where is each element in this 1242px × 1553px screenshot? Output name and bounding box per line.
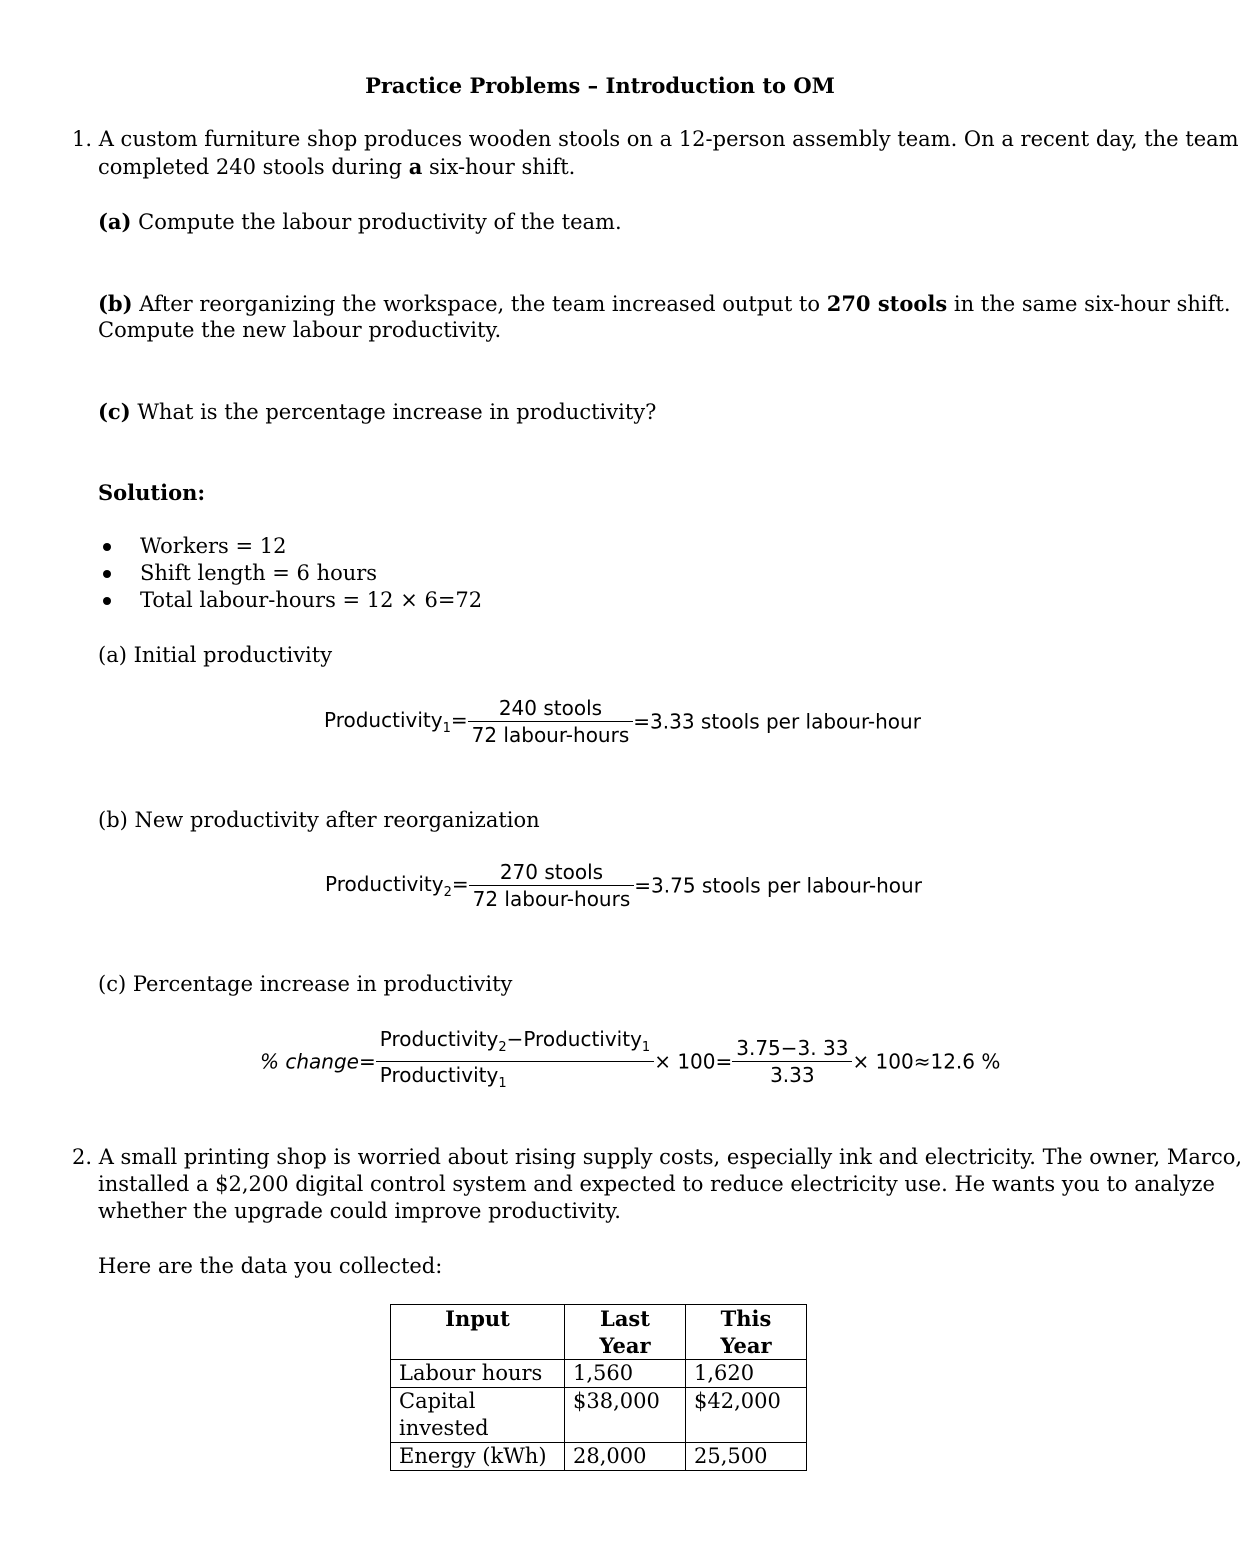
eq3-den-sub: 1: [498, 1076, 507, 1091]
eq2-subscript: 2: [443, 884, 452, 900]
q1-part-c: [98, 398, 656, 426]
eq3-num-sub-2: 2: [498, 1040, 507, 1055]
solution-part-a: (a) Initial productivity: [98, 643, 333, 667]
eq1-lhs-text: Productivity: [324, 707, 443, 732]
eq2-result: =3.75 stools per labour-hour: [634, 873, 922, 898]
eq3-result: × 100≈12.6 %: [852, 1049, 1001, 1074]
bullet-dot: [103, 597, 111, 605]
solution-part-b: (b) New productivity after reorganization: [98, 808, 540, 832]
eq3-fraction-1: [376, 1027, 654, 1096]
eq1-lhs: [324, 707, 468, 736]
eq2-equals: =: [451, 871, 469, 896]
q1-b-bold: 270 stools: [826, 291, 948, 316]
bullet-workers: Workers = 12: [140, 534, 287, 558]
table-cell-input-line2: invested: [399, 1416, 489, 1440]
table-header-row: [391, 1305, 807, 1360]
equation-percent-change: [260, 1027, 1000, 1096]
bullet-dot: [103, 543, 111, 551]
eq1-numerator: 240 stools: [468, 696, 634, 722]
eq3-denominator-1: [376, 1062, 654, 1096]
q1-part-b: [98, 290, 1231, 318]
eq3-times-100: × 100=: [654, 1049, 733, 1074]
eq3-num-term-2: Productivity: [379, 1027, 499, 1051]
eq3-numerator-2: 3.75−3. 33: [732, 1036, 852, 1062]
table-cell-input-line1: Capital: [399, 1389, 476, 1413]
table-header-this-year: This Year: [686, 1305, 807, 1360]
q2-data-intro: Here are the data you collected:: [98, 1254, 443, 1278]
page-title: Practice Problems – Introduction to OM: [365, 73, 835, 98]
q2-line2: installed a $2,200 digital control system and expected to reduce electricity use. He wants you to analyze: [98, 1172, 1215, 1196]
table-header-input: Input: [391, 1305, 565, 1360]
eq3-num-term-1: −Productivity: [506, 1027, 642, 1051]
table-row: [391, 1443, 807, 1471]
eq2-lhs-text: Productivity: [325, 871, 444, 896]
q1-line2: [98, 153, 575, 181]
q1-part-b-line2: Compute the new labour productivity.: [98, 318, 502, 342]
q1-b-tail: in the same six-hour shift.: [947, 292, 1231, 316]
eq3-den-term: Productivity: [379, 1063, 499, 1087]
eq2-fraction: [469, 860, 635, 911]
table-cell-input: Labour hours: [391, 1360, 565, 1388]
table-row: [391, 1360, 807, 1388]
input-data-table: [390, 1304, 807, 1471]
eq3-fraction-2: [732, 1036, 852, 1087]
q2-line1: 2. A small printing shop is worried about rising supply costs, especially ink and electricity. The owner, Marco,: [72, 1145, 1242, 1169]
table-header-last-year: Last Year: [565, 1305, 686, 1360]
q1-line2-bold: a: [408, 154, 423, 179]
table-cell-last: $38,000: [565, 1388, 686, 1443]
eq3-num-sub-1: 1: [641, 1040, 651, 1055]
q1-a-label: (a): [98, 209, 132, 234]
bullet-shift: Shift length = 6 hours: [140, 561, 378, 585]
equation-productivity-2: [325, 860, 922, 911]
bullet-dot: [103, 570, 111, 578]
eq3-denominator-2: 3.33: [770, 1063, 815, 1087]
q1-a-text: Compute the labour productivity of the team.: [131, 210, 622, 234]
q1-line1: 1. A custom furniture shop produces wooden stools on a 12-person assembly team. On a recent day, the team: [72, 127, 1239, 151]
table-cell-this: $42,000: [686, 1388, 807, 1443]
solution-part-c: (c) Percentage increase in productivity: [98, 972, 513, 996]
table-row: [391, 1388, 807, 1443]
eq1-denominator: 72 labour-hours: [471, 723, 630, 747]
eq1-equals: =: [450, 707, 468, 732]
bullet-labour-hours: Total labour-hours = 12 × 6=72: [140, 588, 483, 612]
eq3-numerator-1: [376, 1027, 654, 1062]
q1-line2-tail: six-hour shift.: [422, 155, 576, 179]
q1-b-label: (b): [98, 291, 133, 316]
table-cell-this: 25,500: [686, 1443, 807, 1471]
eq2-lhs: [325, 871, 469, 900]
eq2-denominator: 72 labour-hours: [472, 887, 631, 911]
q1-part-a: [98, 208, 622, 236]
eq3-lhs: % change=: [260, 1049, 376, 1074]
q1-b-text: After reorganizing the workspace, the team increased output to: [132, 292, 827, 316]
q1-c-label: (c): [98, 399, 131, 424]
eq1-result: =3.33 stools per labour-hour: [633, 709, 921, 734]
solution-heading: [98, 479, 205, 507]
eq1-fraction: [468, 696, 634, 747]
table-cell-last: 28,000: [565, 1443, 686, 1471]
q1-c-text: What is the percentage increase in productivity?: [130, 400, 657, 424]
q2-line3: whether the upgrade could improve productivity.: [98, 1199, 621, 1223]
table-cell-input: [391, 1388, 565, 1443]
q1-line2-text: completed 240 stools during: [98, 155, 409, 179]
equation-productivity-1: [324, 696, 921, 747]
solution-heading-text: Solution:: [98, 480, 206, 505]
table-cell-input: Energy (kWh): [391, 1443, 565, 1471]
table-cell-this: 1,620: [686, 1360, 807, 1388]
eq1-subscript: 1: [442, 720, 451, 736]
table-cell-last: 1,560: [565, 1360, 686, 1388]
eq2-numerator: 270 stools: [469, 860, 635, 886]
